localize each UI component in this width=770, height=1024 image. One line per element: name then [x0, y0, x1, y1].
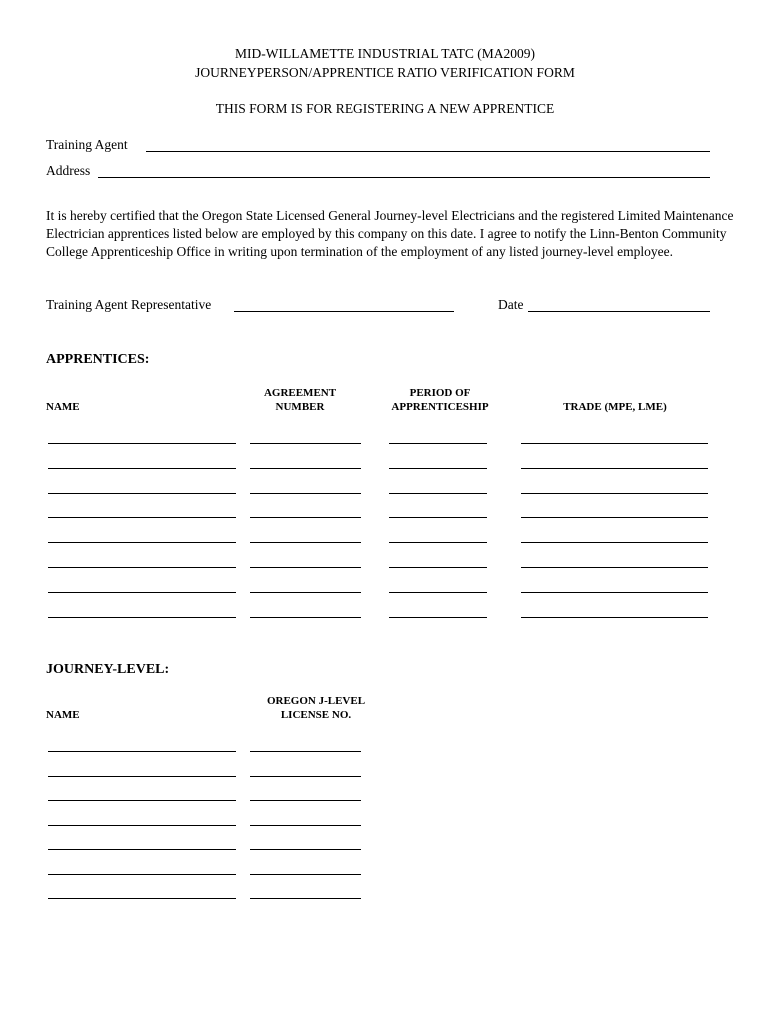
form-title-line-1: MID-WILLAMETTE INDUSTRIAL TATC (MA2009): [235, 46, 535, 61]
apprentice-name-field[interactable]: [48, 567, 236, 568]
apprentice-agreement-field[interactable]: [250, 617, 361, 618]
apprentice-agreement-field[interactable]: [250, 517, 361, 518]
apprentice-agreement-field[interactable]: [250, 443, 361, 444]
journey-level-heading: JOURNEY-LEVEL:: [46, 662, 170, 677]
journey-name-field[interactable]: [48, 874, 236, 875]
representative-field[interactable]: [234, 311, 454, 312]
trade-header: TRADE (MPE, LME): [563, 401, 667, 413]
apprentice-period-field[interactable]: [389, 542, 487, 543]
journey-name-field[interactable]: [48, 849, 236, 850]
apprentice-agreement-field[interactable]: [250, 493, 361, 494]
journey-name-field[interactable]: [48, 825, 236, 826]
license-header-line-2: LICENSE NO.: [280, 709, 352, 721]
period-header-line-2: APPRENTICESHIP: [391, 401, 489, 413]
certification-text: It is hereby certified that the Oregon State Licensed General Journey-level Electricians and the registered Limited Maintenance Electrician apprentices listed below are employed by this company on this date. I agree to notify the Linn-Benton Community College Apprenticeship Office in writing upon termination of the employment of any listed journey-level employee.: [46, 208, 734, 259]
license-header: [250, 694, 382, 722]
apprentice-agreement-field[interactable]: [250, 567, 361, 568]
agreement-header-line-1: AGREEMENT: [263, 387, 337, 399]
journey-license-field[interactable]: [250, 751, 361, 752]
journey-license-field[interactable]: [250, 776, 361, 777]
apprentice-period-field[interactable]: [389, 567, 487, 568]
apprentice-trade-field[interactable]: [521, 617, 708, 618]
journey-name-field[interactable]: [48, 776, 236, 777]
apprentice-period-field[interactable]: [389, 493, 487, 494]
form-subtitle: THIS FORM IS FOR REGISTERING A NEW APPRENTICE: [215, 101, 555, 116]
apprentice-trade-field[interactable]: [521, 567, 708, 568]
address-label: Address: [46, 163, 91, 178]
journey-license-field[interactable]: [250, 898, 361, 899]
apprentice-period-field[interactable]: [389, 443, 487, 444]
journey-name-header: NAME: [46, 709, 80, 721]
apprentice-trade-field[interactable]: [521, 517, 708, 518]
apprentice-period-field[interactable]: [389, 468, 487, 469]
apprentice-name-header: NAME: [46, 401, 80, 413]
apprentice-name-field[interactable]: [48, 468, 236, 469]
journey-name-field[interactable]: [48, 800, 236, 801]
apprentice-name-field[interactable]: [48, 443, 236, 444]
apprentice-agreement-field[interactable]: [250, 592, 361, 593]
apprentice-name-field[interactable]: [48, 617, 236, 618]
date-field[interactable]: [528, 311, 710, 312]
journey-name-field[interactable]: [48, 751, 236, 752]
period-header-line-1: PERIOD OF: [409, 387, 471, 399]
journey-license-field[interactable]: [250, 849, 361, 850]
apprentice-period-field[interactable]: [389, 517, 487, 518]
address-field[interactable]: [98, 177, 710, 178]
journey-license-field[interactable]: [250, 800, 361, 801]
representative-label: Training Agent Representative: [46, 297, 212, 312]
apprentice-name-field[interactable]: [48, 517, 236, 518]
training-agent-field[interactable]: [146, 151, 710, 152]
apprentice-trade-field[interactable]: [521, 542, 708, 543]
apprentice-period-field[interactable]: [389, 617, 487, 618]
date-label: Date: [498, 297, 524, 312]
apprentice-trade-field[interactable]: [521, 468, 708, 469]
apprentice-agreement-field[interactable]: [250, 542, 361, 543]
apprentice-trade-field[interactable]: [521, 592, 708, 593]
journey-name-field[interactable]: [48, 898, 236, 899]
apprentice-trade-field[interactable]: [521, 443, 708, 444]
apprentice-trade-field[interactable]: [521, 493, 708, 494]
apprentice-agreement-field[interactable]: [250, 468, 361, 469]
training-agent-label: Training Agent: [46, 137, 128, 152]
apprentice-period-field[interactable]: [389, 592, 487, 593]
agreement-header-line-2: NUMBER: [275, 401, 325, 413]
agreement-number-header: [250, 386, 350, 414]
journey-license-field[interactable]: [250, 874, 361, 875]
apprentice-name-field[interactable]: [48, 592, 236, 593]
apprentice-name-field[interactable]: [48, 542, 236, 543]
journey-license-field[interactable]: [250, 825, 361, 826]
apprentice-name-field[interactable]: [48, 493, 236, 494]
license-header-line-1: OREGON J-LEVEL: [266, 695, 366, 707]
form-title-line-2: JOURNEYPERSON/APPRENTICE RATIO VERIFICATION FORM: [195, 65, 575, 80]
apprentices-heading: APPRENTICES:: [46, 352, 150, 367]
period-header: [380, 386, 500, 414]
